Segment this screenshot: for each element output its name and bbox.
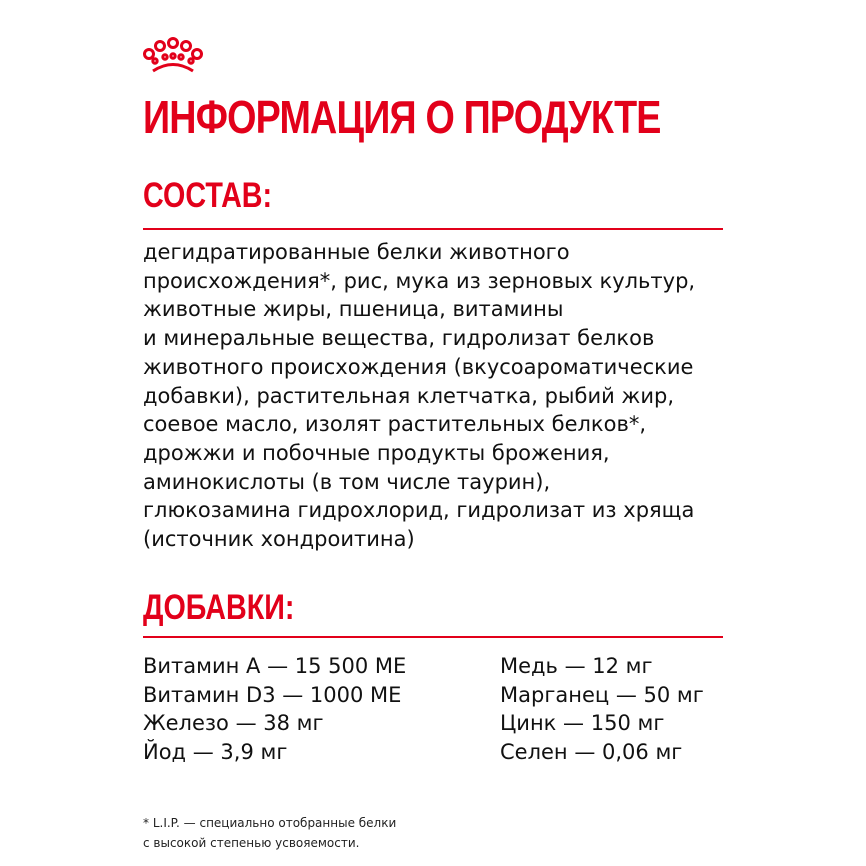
additive-item: Железо — 38 мг [143, 711, 324, 735]
footnote-line: с высокой степенью усвояемости. [143, 836, 360, 850]
additive-item: Цинк — 150 мг [500, 711, 665, 735]
additive-item: Витамин А — 15 500 МЕ [143, 654, 407, 678]
composition-line: добавки), растительная клетчатка, рыбий жир, [143, 383, 674, 408]
composition-line: происхождения*, рис, мука из зерновых культур, [143, 268, 696, 293]
divider [143, 636, 723, 638]
composition-line: и минеральные вещества, гидролизат белков [143, 326, 655, 351]
composition-text [143, 238, 743, 554]
composition-heading: СОСТАВ: [143, 176, 273, 215]
additive-item: Йод — 3,9 мг [143, 739, 288, 764]
additive-item: Медь — 12 мг [500, 654, 653, 678]
additives-list-left [143, 652, 406, 766]
footnote-line: * L.I.P. — специально отобранные белки [143, 816, 397, 830]
additives-list-right [500, 652, 704, 766]
additive-item: Селен — 0,06 мг [500, 739, 683, 764]
composition-line: дегидратированные белки животного [143, 240, 570, 264]
additive-item: Витамин D3 — 1000 МЕ [143, 682, 402, 707]
additives-heading: ДОБАВКИ: [143, 588, 295, 627]
crown-icon [140, 36, 206, 76]
composition-line: животного происхождения (вкусоароматические [143, 354, 694, 379]
divider [143, 228, 723, 230]
footnote [143, 813, 396, 853]
additive-item: Марганец — 50 мг [500, 682, 704, 707]
composition-line: глюкозамина гидрохлорид, гидролизат из хряща [143, 498, 695, 523]
composition-line: соевое масло, изолят растительных белков*, [143, 412, 647, 437]
composition-line: животные жиры, пшеница, витамины [143, 297, 564, 322]
composition-line: аминокислоты (в том числе таурин), [143, 469, 551, 494]
composition-line: (источник хондроитина) [143, 527, 415, 552]
page-title: ИНФОРМАЦИЯ О ПРОДУКТЕ [143, 91, 661, 143]
composition-line: дрожжи и побочные продукты брожения, [143, 440, 610, 465]
